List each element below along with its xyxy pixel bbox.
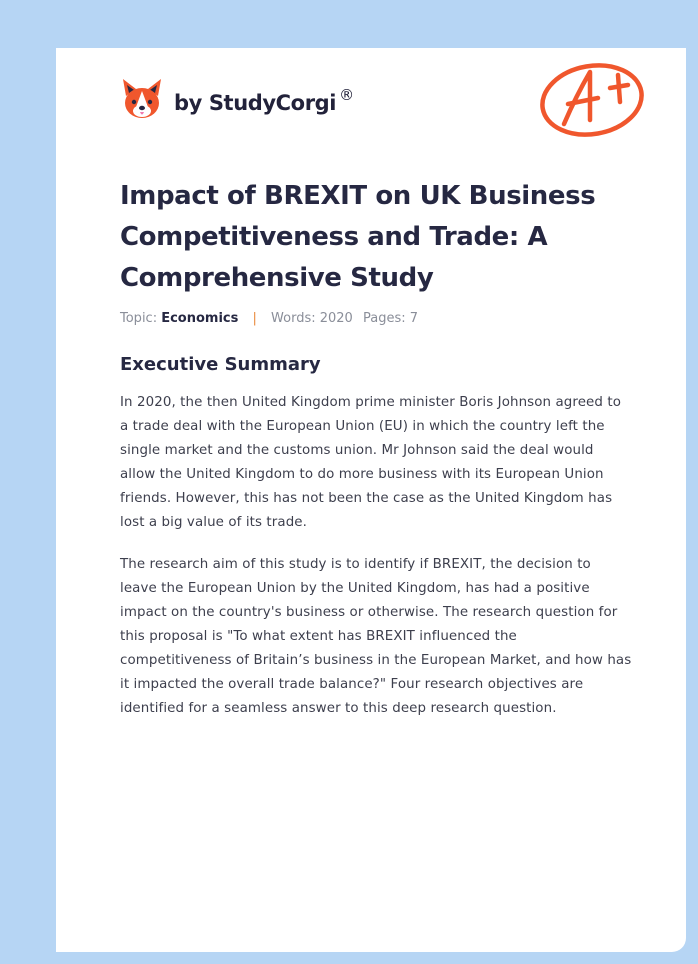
document-meta: [120, 311, 418, 326]
section-heading: Executive Summary: [120, 354, 321, 375]
topic-label: Topic:: [120, 311, 158, 326]
topic-link[interactable]: Economics: [161, 311, 239, 326]
corgi-logo-icon: [122, 77, 162, 121]
paragraph: In 2020, the then United Kingdom prime minister Boris Johnson agreed to a trade deal with the European Union (EU) in which the country left the single market and the customs union. Mr Johnson said the deal would allow the United Kingdom to do more business with its European Union friends. However, this has not been the case as the United Kingdom has lost a big value of its trade.: [120, 395, 621, 530]
brand-name: by StudyCorgi ®: [174, 86, 354, 115]
document-title: Impact of BREXIT on UK Business Competitiveness and Trade: A Comprehensive Study: [120, 181, 596, 293]
word-count: Words: 2020: [271, 311, 353, 326]
paragraph: The research aim of this study is to identify if BREXIT, the decision to leave the European Union by the United Kingdom, has had a positive impact on the country's business or otherwise. The research question for this proposal is "To what extent has BREXIT influenced the competitiveness of Britain’s business in the European Market, and how has it impacted the overall trade balance?" Four research objectives are identified for a seamless answer to this deep research question.: [120, 557, 632, 716]
registered-mark: ®: [339, 86, 354, 104]
document-page: [56, 48, 686, 952]
page-count: Pages: 7: [362, 311, 419, 326]
a-plus-grade-icon: [538, 58, 648, 140]
meta-separator: |: [252, 311, 257, 326]
brand-header[interactable]: [122, 76, 354, 122]
